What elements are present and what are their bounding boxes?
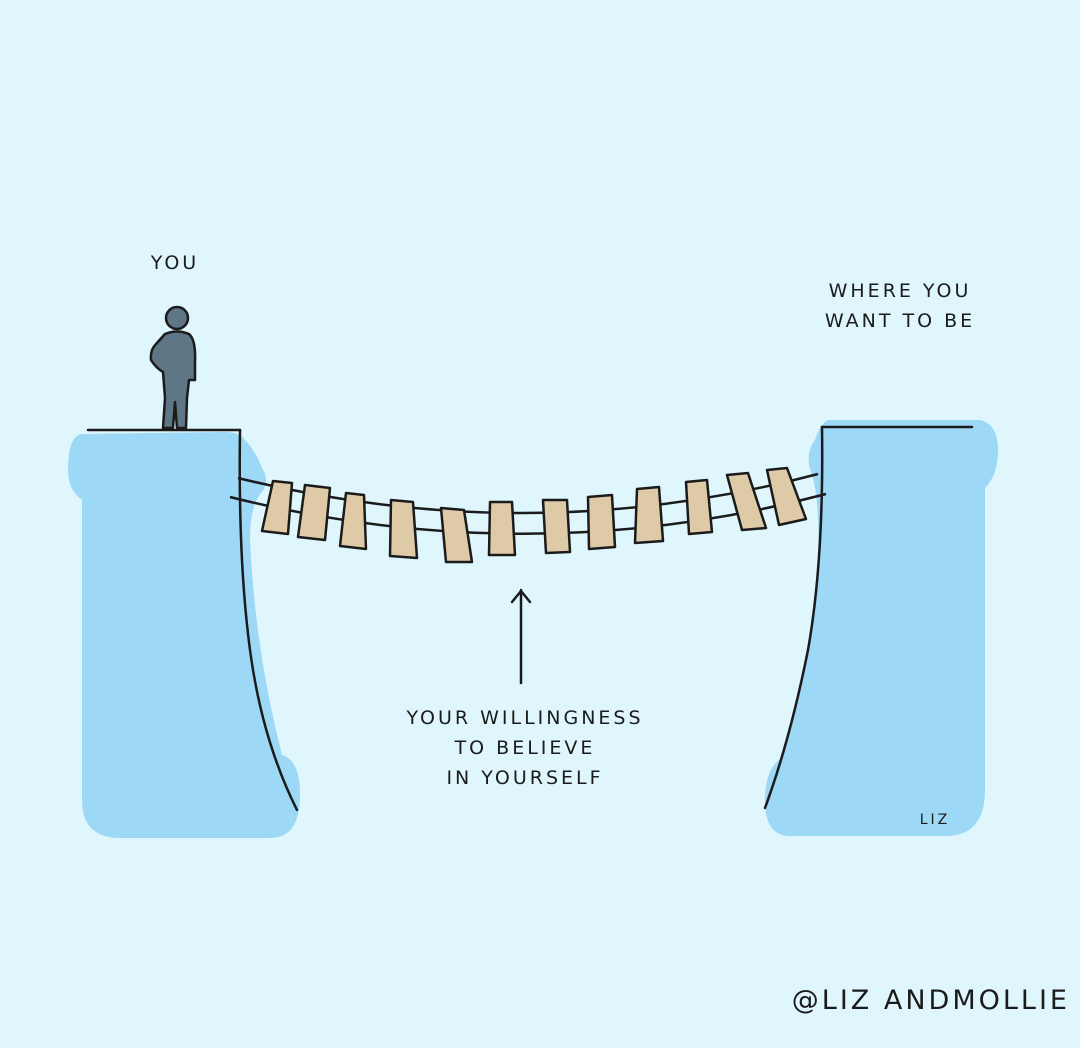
label-line: WHERE YOU <box>828 280 972 302</box>
label-line: IN YOURSELF <box>446 767 604 789</box>
bridge-plank <box>635 487 663 543</box>
label-where-you-want-to-be <box>780 276 1020 336</box>
bridge-plank <box>588 495 615 549</box>
label-willingness <box>360 703 690 793</box>
label-line: WANT TO BE <box>824 310 976 332</box>
arrow-up-icon <box>512 590 530 683</box>
bridge-plank <box>543 500 570 553</box>
bridge-plank <box>686 480 712 534</box>
left-cliff <box>68 430 300 838</box>
bridge-plank <box>767 468 806 525</box>
bridge-plank <box>441 508 472 562</box>
bridge-plank <box>298 485 330 540</box>
artist-signature: LIZ <box>919 812 951 828</box>
label-you: YOU <box>150 252 200 274</box>
right-cliff <box>765 420 998 836</box>
bridge-plank <box>390 500 417 558</box>
bridge-plank <box>340 493 366 549</box>
label-line: TO BELIEVE <box>454 737 596 759</box>
rope-bridge <box>230 468 826 562</box>
person-figure <box>151 307 195 428</box>
bridge-plank <box>262 481 292 534</box>
bridge-plank <box>489 502 515 555</box>
social-handle: @LIZ ANDMOLLIE <box>791 985 1070 1016</box>
label-line: YOUR WILLINGNESS <box>406 707 644 729</box>
bridge-plank <box>727 473 766 530</box>
